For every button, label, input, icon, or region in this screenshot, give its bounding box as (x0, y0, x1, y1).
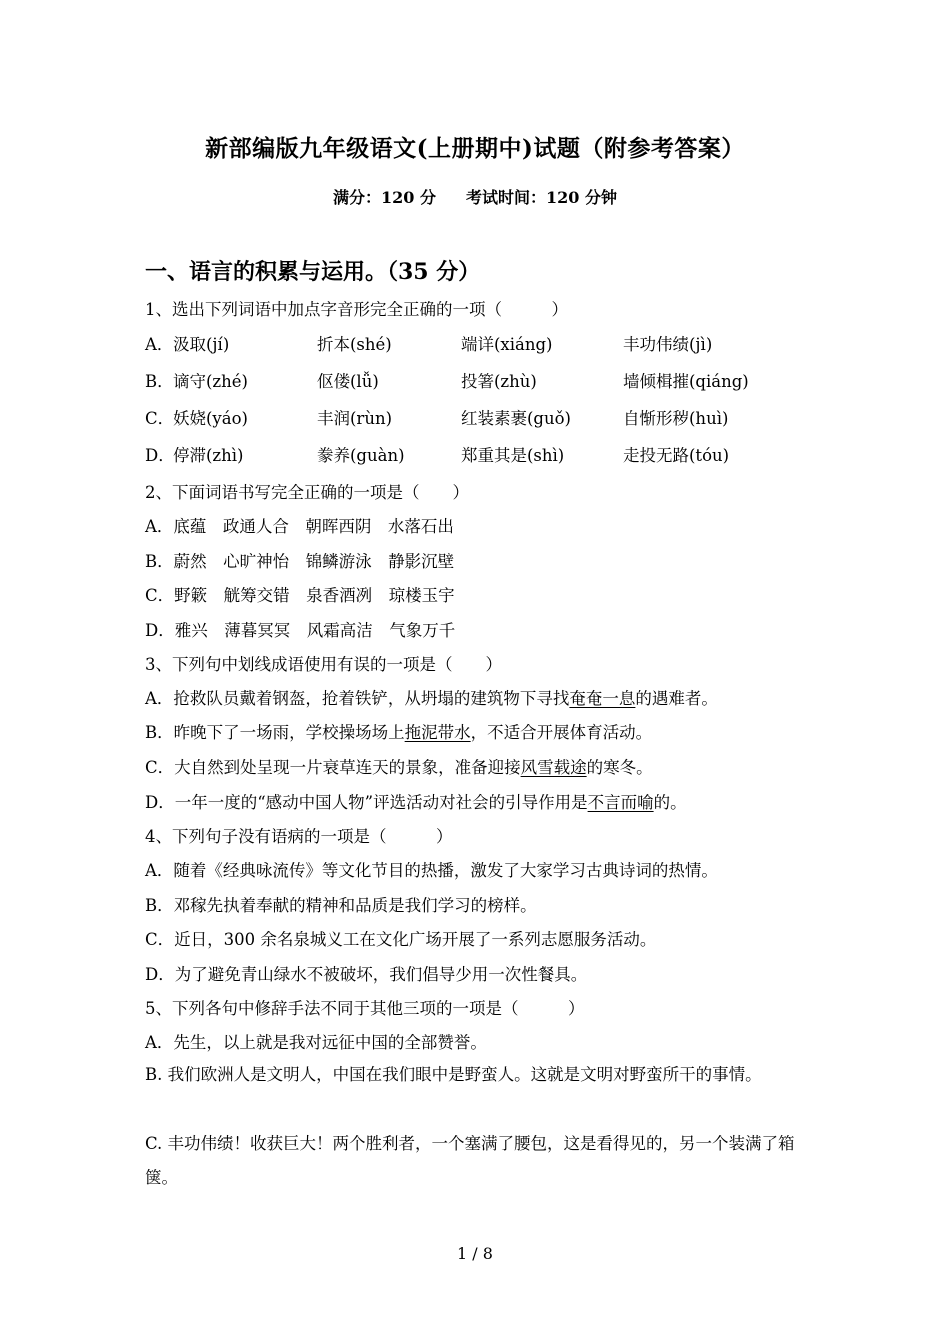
option-item: 伛偻(lǚ) (317, 372, 379, 391)
option-text: C．大自然到处呈现一片衰草连天的景象，准备迎接 (145, 758, 521, 777)
option-item: 折本(shé) (317, 335, 392, 354)
option-text: A．抢救队员戴着钢盔，抢着铁铲，从坍塌的建筑物下寻找 (145, 689, 570, 708)
option-item: 谪守(zhé) (173, 372, 248, 391)
underlined-idiom: 拖泥带水 (404, 723, 471, 742)
option-item: 丰功伟绩(jì) (623, 335, 713, 354)
option-label: C． (145, 409, 175, 428)
option-label: A． (145, 335, 174, 354)
option-text: ，不适合开展体育活动。 (470, 723, 653, 742)
question-2-option-b: B．蔚然 心旷神怡 锦鳞游泳 静影沉壁 (145, 552, 455, 571)
option-item: 墙倾楫摧(qiáng) (623, 372, 749, 391)
question-3-option-b (145, 719, 652, 743)
option-item: 豢养(guàn) (317, 446, 405, 465)
option-text: 的遇难者。 (635, 689, 718, 708)
option-item: 走投无路(tóu) (623, 446, 730, 465)
underlined-idiom: 奄奄一息 (569, 689, 636, 708)
option-label: D． (145, 446, 175, 465)
question-4-option-c: C．近日，300 余名泉城义工在文化广场开展了一系列志愿服务活动。 (145, 930, 657, 949)
question-1-stem: 1、选出下列词语中加点字音形完全正确的一项（ ） (145, 300, 568, 319)
question-4-option-d: D．为了避免青山绿水不被破坏，我们倡导少用一次性餐具。 (145, 965, 588, 984)
option-text: B．昨晚下了一场雨，学校操场场上 (145, 723, 405, 742)
question-3-stem: 3、下列句中划线成语使用有误的一项是（ ） (145, 655, 502, 674)
question-5-option-b: B. 我们欧洲人是文明人，中国在我们眼中是野蛮人。这就是文明对野蛮所干的事情。 (145, 1065, 762, 1084)
option-label: B． (145, 372, 174, 391)
section-heading: 一、语言的积累与运用。（35 分） (145, 259, 481, 285)
question-2-option-d: D．雅兴 薄暮冥冥 风霜高洁 气象万千 (145, 621, 456, 640)
full-score: 满分：120 分 (333, 188, 436, 207)
option-text: 的。 (653, 793, 687, 812)
question-4-stem: 4、下列句子没有语病的一项是（ ） (145, 827, 453, 846)
option-item: 郑重其是(shì) (461, 446, 565, 465)
question-5-option-c: C. 丰功伟绩！收获巨大！两个胜利者，一个塞满了腰包，这是看得见的，另一个装满了箱箧。 (145, 1134, 795, 1187)
exam-info (0, 185, 950, 208)
option-item: 丰润(rùn) (317, 409, 393, 428)
question-2-option-a: A．底蕴 政通人合 朝晖西阴 水落石出 (145, 517, 454, 536)
option-item: 汲取(jí) (173, 335, 230, 354)
question-4-option-b: B．邓稼先执着奉献的精神和品质是我们学习的榜样。 (145, 896, 537, 915)
question-4-option-a: A．随着《经典咏流传》等文化节目的热播，激发了大家学习古典诗词的热情。 (145, 861, 718, 880)
question-2-stem: 2、下面词语书写完全正确的一项是（ ） (145, 483, 469, 502)
page-number: 1 / 8 (457, 1244, 493, 1263)
option-item: 投箸(zhù) (461, 372, 537, 391)
underlined-idiom: 不言而喻 (587, 793, 654, 812)
question-3-option-a (145, 685, 718, 709)
option-item: 停滞(zhì) (173, 446, 244, 465)
option-item: 妖娆(yáo) (173, 409, 248, 428)
question-5-option-a: A．先生，以上就是我对远征中国的全部赞誉。 (145, 1033, 487, 1052)
exam-title: 新部编版九年级语文(上册期中)试题（附参考答案） (205, 135, 745, 162)
option-item: 端详(xiáng) (461, 335, 553, 354)
question-3-option-d (145, 789, 687, 813)
question-2-option-c: C．野簌 觥筹交错 泉香酒冽 琼楼玉宇 (145, 586, 455, 605)
exam-time: 考试时间：120 分钟 (466, 188, 617, 207)
option-item: 自惭形秽(huì) (623, 409, 729, 428)
option-text: 的寒冬。 (586, 758, 653, 777)
question-3-option-c (145, 754, 653, 778)
underlined-idiom: 风雪载途 (520, 758, 587, 777)
option-item: 红装素裹(guǒ) (461, 409, 571, 428)
option-text: D．一年一度的“感动中国人物”评选活动对社会的引导作用是 (145, 793, 588, 812)
question-5-stem: 5、下列各句中修辞手法不同于其他三项的一项是（ ） (145, 999, 585, 1018)
